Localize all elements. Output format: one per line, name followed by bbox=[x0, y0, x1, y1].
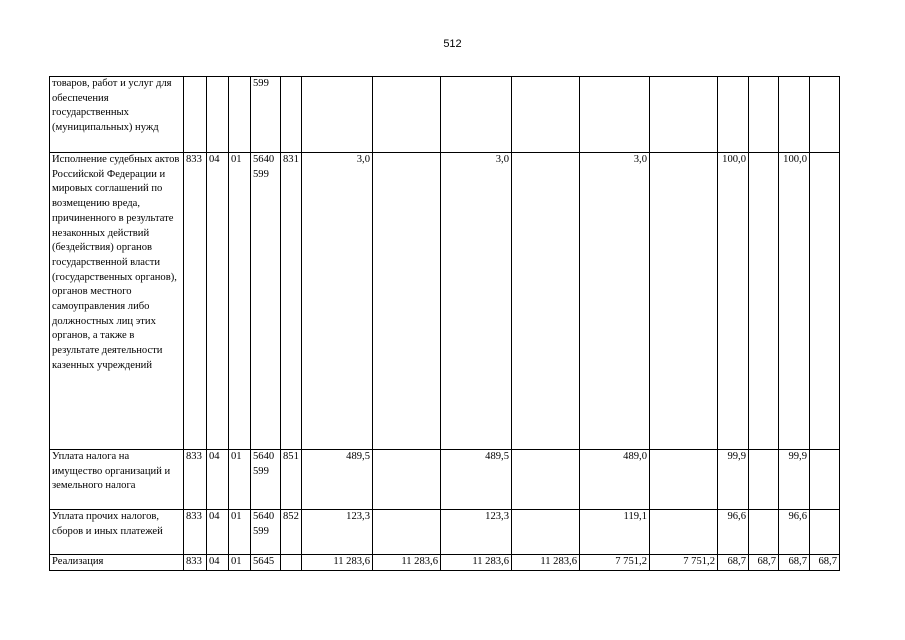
cell-c5 bbox=[281, 555, 302, 571]
cell-c1: 833 bbox=[184, 153, 207, 450]
cell-name: Реализация bbox=[50, 555, 184, 571]
cell-v9: 96,6 bbox=[779, 510, 810, 555]
cell-c5: 852 bbox=[281, 510, 302, 555]
cell-v9 bbox=[779, 77, 810, 153]
cell-v7: 68,7 bbox=[718, 555, 749, 571]
cell-c1: 833 bbox=[184, 510, 207, 555]
cell-v10 bbox=[810, 510, 840, 555]
cell-c3: 01 bbox=[229, 555, 251, 571]
page-number: 512 bbox=[443, 38, 462, 50]
cell-name: Исполнение судебных актов Российской Федерации и мировых соглашений по возмещению вреда, причиненного в результате незаконных действий (бездействия) органов государственной власти (государственных органов), органов местного самоуправления либо должностных лиц этих органов, а также в результате деятельности казенных учреждений bbox=[50, 153, 184, 450]
cell-c3: 01 bbox=[229, 510, 251, 555]
cell-v8 bbox=[749, 510, 779, 555]
cell-v1: 11 283,6 bbox=[302, 555, 373, 571]
cell-v4 bbox=[512, 510, 580, 555]
cell-name: Уплата налога на имущество организаций и земельного налога bbox=[50, 450, 184, 510]
cell-v9: 68,7 bbox=[779, 555, 810, 571]
cell-v3: 11 283,6 bbox=[441, 555, 512, 571]
cell-v3: 3,0 bbox=[441, 153, 512, 450]
budget-table bbox=[49, 76, 840, 571]
cell-c1: 833 bbox=[184, 555, 207, 571]
cell-v10 bbox=[810, 77, 840, 153]
cell-c3 bbox=[229, 77, 251, 153]
cell-c5 bbox=[281, 77, 302, 153]
table-row bbox=[50, 153, 840, 450]
table-body bbox=[50, 77, 840, 571]
cell-v10 bbox=[810, 450, 840, 510]
cell-v2: 11 283,6 bbox=[373, 555, 441, 571]
cell-c2: 04 bbox=[207, 450, 229, 510]
cell-v6 bbox=[650, 510, 718, 555]
cell-v4 bbox=[512, 450, 580, 510]
cell-c4: 5645 bbox=[251, 555, 281, 571]
cell-c2: 04 bbox=[207, 510, 229, 555]
cell-v7 bbox=[718, 77, 749, 153]
cell-c4: 5640 599 bbox=[251, 153, 281, 450]
cell-c5: 831 bbox=[281, 153, 302, 450]
cell-c4: 5640 599 bbox=[251, 510, 281, 555]
cell-v5: 7 751,2 bbox=[580, 555, 650, 571]
cell-name: товаров, работ и услуг для обеспечения государственных (муниципальных) нужд bbox=[50, 77, 184, 153]
cell-v9: 100,0 bbox=[779, 153, 810, 450]
table-row bbox=[50, 510, 840, 555]
cell-c1 bbox=[184, 77, 207, 153]
cell-v6 bbox=[650, 450, 718, 510]
cell-v3: 123,3 bbox=[441, 510, 512, 555]
cell-v6 bbox=[650, 77, 718, 153]
table-row bbox=[50, 555, 840, 571]
cell-v2 bbox=[373, 510, 441, 555]
cell-v8 bbox=[749, 77, 779, 153]
cell-v5 bbox=[580, 77, 650, 153]
cell-v4 bbox=[512, 77, 580, 153]
cell-v1: 489,5 bbox=[302, 450, 373, 510]
cell-c3: 01 bbox=[229, 450, 251, 510]
cell-v7: 99,9 bbox=[718, 450, 749, 510]
cell-v10 bbox=[810, 153, 840, 450]
cell-v6 bbox=[650, 153, 718, 450]
cell-v3: 489,5 bbox=[441, 450, 512, 510]
cell-v7: 96,6 bbox=[718, 510, 749, 555]
cell-v2 bbox=[373, 77, 441, 153]
cell-name: Уплата прочих налогов, сборов и иных платежей bbox=[50, 510, 184, 555]
cell-c2: 04 bbox=[207, 153, 229, 450]
cell-v3 bbox=[441, 77, 512, 153]
cell-c2 bbox=[207, 77, 229, 153]
cell-v2 bbox=[373, 450, 441, 510]
cell-v8 bbox=[749, 153, 779, 450]
cell-v5: 3,0 bbox=[580, 153, 650, 450]
cell-c1: 833 bbox=[184, 450, 207, 510]
cell-v5: 489,0 bbox=[580, 450, 650, 510]
cell-v7: 100,0 bbox=[718, 153, 749, 450]
cell-v2 bbox=[373, 153, 441, 450]
cell-c3: 01 bbox=[229, 153, 251, 450]
cell-c2: 04 bbox=[207, 555, 229, 571]
cell-v8 bbox=[749, 450, 779, 510]
table-row bbox=[50, 77, 840, 153]
cell-v6: 7 751,2 bbox=[650, 555, 718, 571]
cell-v4: 11 283,6 bbox=[512, 555, 580, 571]
cell-v8: 68,7 bbox=[749, 555, 779, 571]
cell-v5: 119,1 bbox=[580, 510, 650, 555]
cell-v1: 123,3 bbox=[302, 510, 373, 555]
cell-v4 bbox=[512, 153, 580, 450]
cell-c4: 5640 599 bbox=[251, 450, 281, 510]
cell-v1 bbox=[302, 77, 373, 153]
cell-v1: 3,0 bbox=[302, 153, 373, 450]
table-row bbox=[50, 450, 840, 510]
cell-c4: 599 bbox=[251, 77, 281, 153]
cell-v10: 68,7 bbox=[810, 555, 840, 571]
cell-c5: 851 bbox=[281, 450, 302, 510]
cell-v9: 99,9 bbox=[779, 450, 810, 510]
